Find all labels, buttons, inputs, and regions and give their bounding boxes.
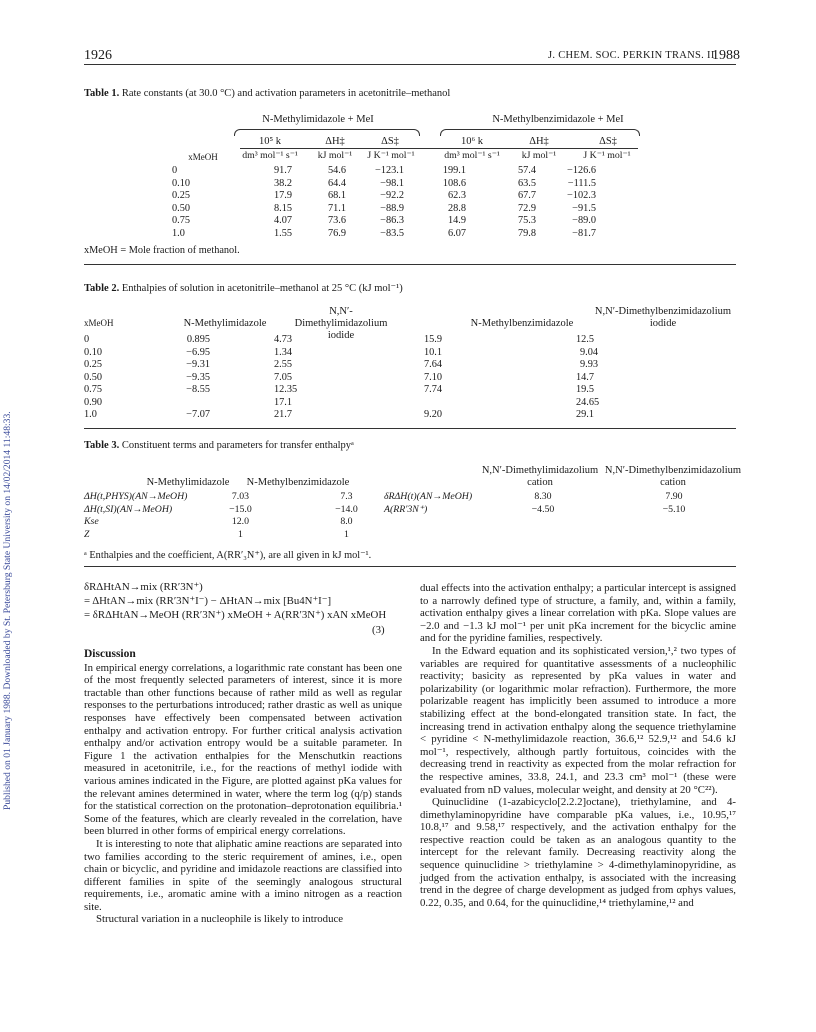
- table1-unit-dh-a: kJ mol⁻¹: [317, 150, 353, 161]
- table1-unit-dh-b: kJ mol⁻¹: [521, 150, 557, 161]
- table2-cell: 0.10: [84, 346, 103, 358]
- table2-cell: 0.50: [84, 371, 103, 383]
- table-row: [84, 347, 696, 360]
- table1-cell: −92.2: [380, 190, 404, 201]
- table1-x-head: xMeOH: [188, 152, 218, 162]
- table3-cell: 12.0: [231, 516, 250, 527]
- table2-cell: 9.93: [580, 359, 599, 370]
- table2-cell: 1.0: [84, 409, 97, 420]
- table2-cell: −7.07: [186, 409, 210, 420]
- table2-caption-text: Enthalpies of solution in acetonitrile–methanol at 25 °C (kJ mol⁻¹): [121, 283, 403, 294]
- equation-number: (3): [372, 624, 385, 636]
- paragraph: In empirical energy correlations, a logarithmic rate constant has been one of the most frequently selected parameters of interest, since it is more tractable than other functions because of rather mild as well as regular responses to the perturbations introduced; rather drastic as well as unique responses have effectively been compensated between activation enthalpy and activation entropy. For further critical analysis activation enthalpy and/or activation entropy would be a suitable parameter. In Figure 1 the activation enthalpies for the Menschutkin reactions measured in acetonitrile, i.e., for the reactions of methyl iodide with various amines indicated in the Figure, are plotted against pKa values for the relevant amines determined in water, where the term log (q/p) stands for the statistical correction on the protonation–deprotonation equilibria.¹ Some of the features, which are clearly revealed in the correlation, have been blurred in other forms of empirical energy correlations.: [84, 661, 402, 838]
- table2-cell: 0: [84, 334, 90, 345]
- table2-cell: 15.9: [424, 334, 443, 345]
- table3-head-4: N,N′-Dimethylbenzimidazolium cation: [604, 465, 742, 488]
- table1-cell: 38.2: [273, 177, 292, 189]
- table1-cell: −83.5: [380, 227, 404, 239]
- table3-right: [384, 491, 742, 516]
- table1-head-dh-a: ΔH‡: [325, 136, 345, 147]
- table-row: [84, 491, 399, 504]
- table-row: [172, 178, 596, 191]
- table3-cell: Kse: [84, 516, 99, 527]
- table1-cell: 72.9: [517, 202, 536, 214]
- table1-cell: 71.1: [327, 202, 346, 214]
- table3-cell: −4.50: [531, 503, 555, 515]
- table3-head-1: N-Methylimidazole: [146, 477, 230, 488]
- header-rule: [84, 64, 736, 65]
- section-heading: Discussion: [84, 648, 136, 660]
- table1-cell: −88.9: [380, 202, 404, 214]
- table-row: [172, 215, 596, 228]
- table3-head-3: N,N′-Dimethylimidazolium cation: [481, 465, 599, 488]
- table1-group-b: N-Methylbenzimidazole + MeI: [492, 114, 624, 125]
- table2-cell: 17.1: [274, 396, 293, 408]
- table1-cell: 14.9: [447, 215, 466, 226]
- table3-cell: A(RR′3N⁺): [384, 503, 428, 515]
- paragraph: In the Edward equation and its sophisticated version,¹,² two types of variables are required for quantitative assessments of a nucleophilic reactivity; basicity as represented by pKa values in water and polarizability (or logarithmic molar refraction). Furthermore, the more polarizable reagent has implicitly been assumed to introduce a more stabilizing effect at the bond-elongated transition state. In fact, the increasing trend in activation enthalpy along the sequence triethylamine < pyridine < N-methylimidazole reaction, 36.6,¹² 52.9,¹² and 54.6 kJ mol⁻¹, respectively, although partly fortuitous, coincides with the decreasing trend in reactivity as expected from the molar refraction for the respective amines, 33.8, 24.1, and 23.3 cm³ mol⁻¹ (these were evaluated from nD values, molecular weight, and density at 20 °C²²).: [420, 644, 736, 796]
- table1-label: Table 1.: [84, 88, 120, 99]
- table-row: [84, 504, 399, 517]
- table2-cell: 19.5: [576, 384, 595, 395]
- table1-cell: 64.4: [327, 177, 346, 189]
- table1-cell: 57.4: [517, 165, 536, 176]
- table3-rule: [84, 566, 736, 567]
- table-row: [84, 359, 696, 372]
- table1-cell: 0: [172, 165, 178, 176]
- table2-cell: 0.90: [84, 396, 103, 408]
- table2-head-1: N-Methylimidazole: [183, 318, 267, 329]
- table1-cell: 6.07: [447, 227, 466, 239]
- table3-left: [84, 491, 399, 541]
- table2-cell: −6.95: [186, 346, 210, 358]
- table1-unit-k6: dm³ mol⁻¹ s⁻¹: [444, 150, 500, 161]
- table1-cell: 62.3: [447, 190, 466, 201]
- table2-cell: 7.64: [424, 359, 443, 370]
- table1-cell: 108.6: [442, 177, 466, 189]
- table3-cell: Z: [84, 528, 90, 540]
- table3-cell: 7.3: [340, 491, 353, 502]
- table3-label: Table 3.: [84, 440, 120, 451]
- table2-cell: −8.55: [186, 384, 210, 395]
- table-row: [84, 334, 696, 347]
- table1-caption: [84, 88, 450, 99]
- table3-cell: 7.03: [231, 491, 250, 502]
- table2-cell: 0.25: [84, 359, 103, 370]
- table1-cell: 54.6: [327, 165, 346, 176]
- table1-head-dh-b: ΔH‡: [529, 136, 549, 147]
- page-number: 1926: [84, 48, 112, 63]
- watermark-text: Published on 01 January 1988. Downloaded by St. Petersburg State University on 14/02/2014 11:48:33.: [2, 411, 13, 810]
- table2-cell: 29.1: [576, 409, 595, 420]
- journal-title: J. CHEM. SOC. PERKIN TRANS. II: [548, 50, 715, 61]
- table1-cell: 28.8: [447, 202, 466, 214]
- table1-cell: −102.3: [567, 190, 596, 201]
- table1-cell: 68.1: [327, 190, 346, 201]
- table2-cell: 14.7: [576, 371, 595, 383]
- table2-cell: 10.1: [424, 346, 443, 358]
- table1-head-k5: 10⁵ k: [258, 136, 282, 147]
- table1-brace-a: [234, 129, 420, 136]
- table2-cell: 1.34: [274, 346, 293, 358]
- table1-body: [172, 165, 596, 240]
- table2-head-x: xMeOH: [84, 318, 114, 328]
- download-watermark: [2, 250, 14, 810]
- table2-cell: 7.10: [424, 371, 443, 383]
- table-row: [84, 372, 696, 385]
- table1-group-a: N-Methylimidazole + MeI: [262, 114, 374, 125]
- table-row: [84, 409, 696, 422]
- table2-cell: 7.74: [424, 384, 443, 395]
- table1-cell: 8.15: [273, 202, 292, 214]
- table1-cell: 4.07: [273, 215, 292, 226]
- table-row: [384, 491, 742, 504]
- left-column: [84, 646, 402, 926]
- table2-head-3: N-Methylbenzimidazole: [470, 318, 574, 329]
- table2-caption: [84, 282, 403, 294]
- table2-rule: [84, 428, 736, 429]
- table3-cell: ΔH(t,SI)(AN→MeOH): [84, 503, 173, 515]
- table1-cell: −91.5: [572, 202, 596, 214]
- table3-cell: δRΔH(t)(AN→MeOH): [384, 491, 473, 502]
- table2-cell: 0.895: [186, 334, 210, 345]
- paragraph: Structural variation in a nucleophile is likely to introduce: [96, 913, 344, 926]
- table1-footnote: xMeOH = Mole fraction of methanol.: [84, 245, 240, 256]
- table-row: [172, 190, 596, 203]
- table3-cell: 8.0: [340, 516, 353, 527]
- table3-cell: 8.30: [534, 491, 552, 502]
- table1-cell: 1.55: [273, 227, 292, 239]
- table2-cell: 9.04: [580, 346, 599, 358]
- table2-cell: 12.5: [576, 334, 595, 345]
- table1-cell: 0.25: [172, 190, 191, 201]
- table3-head-2: N-Methylbenzimidazole: [246, 477, 350, 488]
- table2-cell: 24.65: [576, 396, 600, 408]
- table1-head-rule: [240, 148, 638, 149]
- table1-head-k6: 10⁶ k: [460, 136, 484, 147]
- table3-cell: −14.0: [335, 503, 358, 515]
- table1-cell: 76.9: [327, 227, 346, 239]
- table2-cell: [164, 397, 274, 410]
- table-row: [84, 529, 399, 542]
- table2-cell: 12.35: [274, 384, 298, 395]
- table1-cell: 17.9: [273, 190, 292, 201]
- table1-cell: −98.1: [380, 177, 404, 189]
- table-row: [172, 228, 596, 241]
- table1-cell: 79.8: [517, 227, 536, 239]
- journal-year: 1988: [712, 48, 740, 63]
- table3-cell: −5.10: [662, 503, 686, 515]
- table3-cell: −15.0: [229, 503, 252, 515]
- table1-cell: 0.50: [172, 202, 191, 214]
- table1-head-ds-b: ΔS‡: [599, 136, 617, 147]
- right-column: [420, 582, 736, 909]
- table1-cell: 91.7: [273, 165, 292, 176]
- equation-line-3: = δRΔHtAN→MeOH (RR′3N⁺) xMeOH + A(RR′3N⁺) xAN xMeOH: [84, 609, 387, 621]
- table3-caption: [84, 440, 354, 451]
- table2-cell: [424, 397, 576, 410]
- paragraph: It is interesting to note that aliphatic amine reactions are separated into two families according to the steric requirement of amines, i.e., open chain or bicyclic, and pyridine and imidazole reactions are classified into different families in spite of the seemingly analogous structural requirements, i.e., aromatic amine with a imino nitrogen as a reaction site.: [84, 837, 402, 913]
- paragraph: dual effects into the activation enthalpy; a particular intercept is assigned to a narrowly defined type of structure, a family, and, within a family, activation enthalpy gives a linear correlation with pKa. Slope values are −2.0 and −1.3 kJ mol⁻¹ per unit pKa increment for the bicyclic amine and for the pyridine families, respectively.: [420, 582, 736, 645]
- table2-head-2: N,N′-Dimethylimidazolium iodide: [294, 306, 388, 341]
- table3-cell: ΔH(t,PHYS)(AN→MeOH): [84, 491, 188, 502]
- table2-cell: 21.7: [274, 409, 293, 420]
- table3-footnote: ᵃ Enthalpies and the coefficient, A(RR′₃N⁺), are all given in kJ mol⁻¹.: [84, 550, 372, 561]
- table1-cell: 73.6: [327, 215, 346, 226]
- table1-cell: −89.0: [572, 215, 596, 226]
- table-row: [384, 504, 742, 517]
- table-row: [84, 516, 399, 529]
- table1-rule: [84, 264, 736, 265]
- table2-head-4: N,N′-Dimethylbenzimidazolium iodide: [594, 306, 732, 329]
- table1-unit-ds-a: J K⁻¹ mol⁻¹: [367, 150, 415, 161]
- table2-cell: 0.75: [84, 384, 103, 395]
- table2-body: [84, 334, 696, 422]
- table-row: [172, 165, 596, 178]
- table2-cell: −9.35: [186, 371, 210, 383]
- table1-cell: −86.3: [380, 215, 404, 226]
- table2-cell: 4.73: [274, 334, 293, 345]
- table1-unit-ds-b: J K⁻¹ mol⁻¹: [583, 150, 631, 161]
- equation-line-2: = ΔHtAN→mix (RR′3N⁺I⁻) − ΔHtAN→mix [Bu4N⁺I⁻]: [84, 595, 332, 607]
- table1-unit-k5: dm³ mol⁻¹ s⁻¹: [242, 150, 298, 161]
- table2-cell: −9.31: [186, 359, 210, 370]
- table1-cell: −123.1: [375, 165, 404, 176]
- table1-cell: 1.0: [172, 227, 185, 239]
- table3-caption-text: Constituent terms and parameters for transfer enthalpyᵃ: [121, 440, 354, 451]
- table1-cell: −126.6: [567, 165, 596, 176]
- table1-cell: 199.1: [442, 165, 466, 176]
- table-row: [172, 203, 596, 216]
- table3-cell: 1: [343, 528, 349, 540]
- table-row: [84, 397, 696, 410]
- table-row: [84, 384, 696, 397]
- table1-cell: 63.5: [517, 177, 536, 189]
- table1-head-ds-a: ΔS‡: [381, 136, 399, 147]
- table1-cell: −81.7: [572, 227, 596, 239]
- table3-cell: 1: [237, 528, 243, 540]
- equation-line-1: δRΔHtAN→mix (RR′3N⁺): [84, 581, 203, 593]
- table2-cell: 2.55: [274, 359, 293, 370]
- table1-cell: 75.3: [517, 215, 536, 226]
- table2-cell: 7.05: [274, 371, 293, 383]
- table1-caption-text: Rate constants (at 30.0 °C) and activation parameters in acetonitrile–methanol: [121, 88, 451, 99]
- table1-cell: 0.75: [172, 215, 191, 226]
- paragraph: Quinuclidine (1-azabicyclo[2.2.2]octane), triethylamine, and 4-dimethylaminopyridine have comparable pKa values, i.e., 10.95,¹⁷ 10.8,¹⁷ and 9.58,¹⁷ respectively, and the activation enthalpy for the respective reaction could be taken as an analogous quantity to the intercept for the relevant family. Decreasing reactivity along the sequence quinuclidine > triethylamine > 4-dimethylaminopyridine, as judged from the activation enthalpy, is associated with the increasing trend in the degree of charge development as judged from αphys values, 0.22, 0.35, and 0.64, for the quinuclidine,¹⁴ triethylamine,¹² and: [420, 796, 736, 909]
- table1-cell: −111.5: [567, 177, 596, 189]
- table1-cell: 0.10: [172, 177, 191, 189]
- table2-label: Table 2.: [84, 283, 120, 294]
- table1-brace-b: [440, 129, 640, 136]
- table1-cell: 67.7: [517, 190, 536, 201]
- table3-cell: 7.90: [665, 491, 683, 502]
- table2-cell: 9.20: [424, 409, 443, 420]
